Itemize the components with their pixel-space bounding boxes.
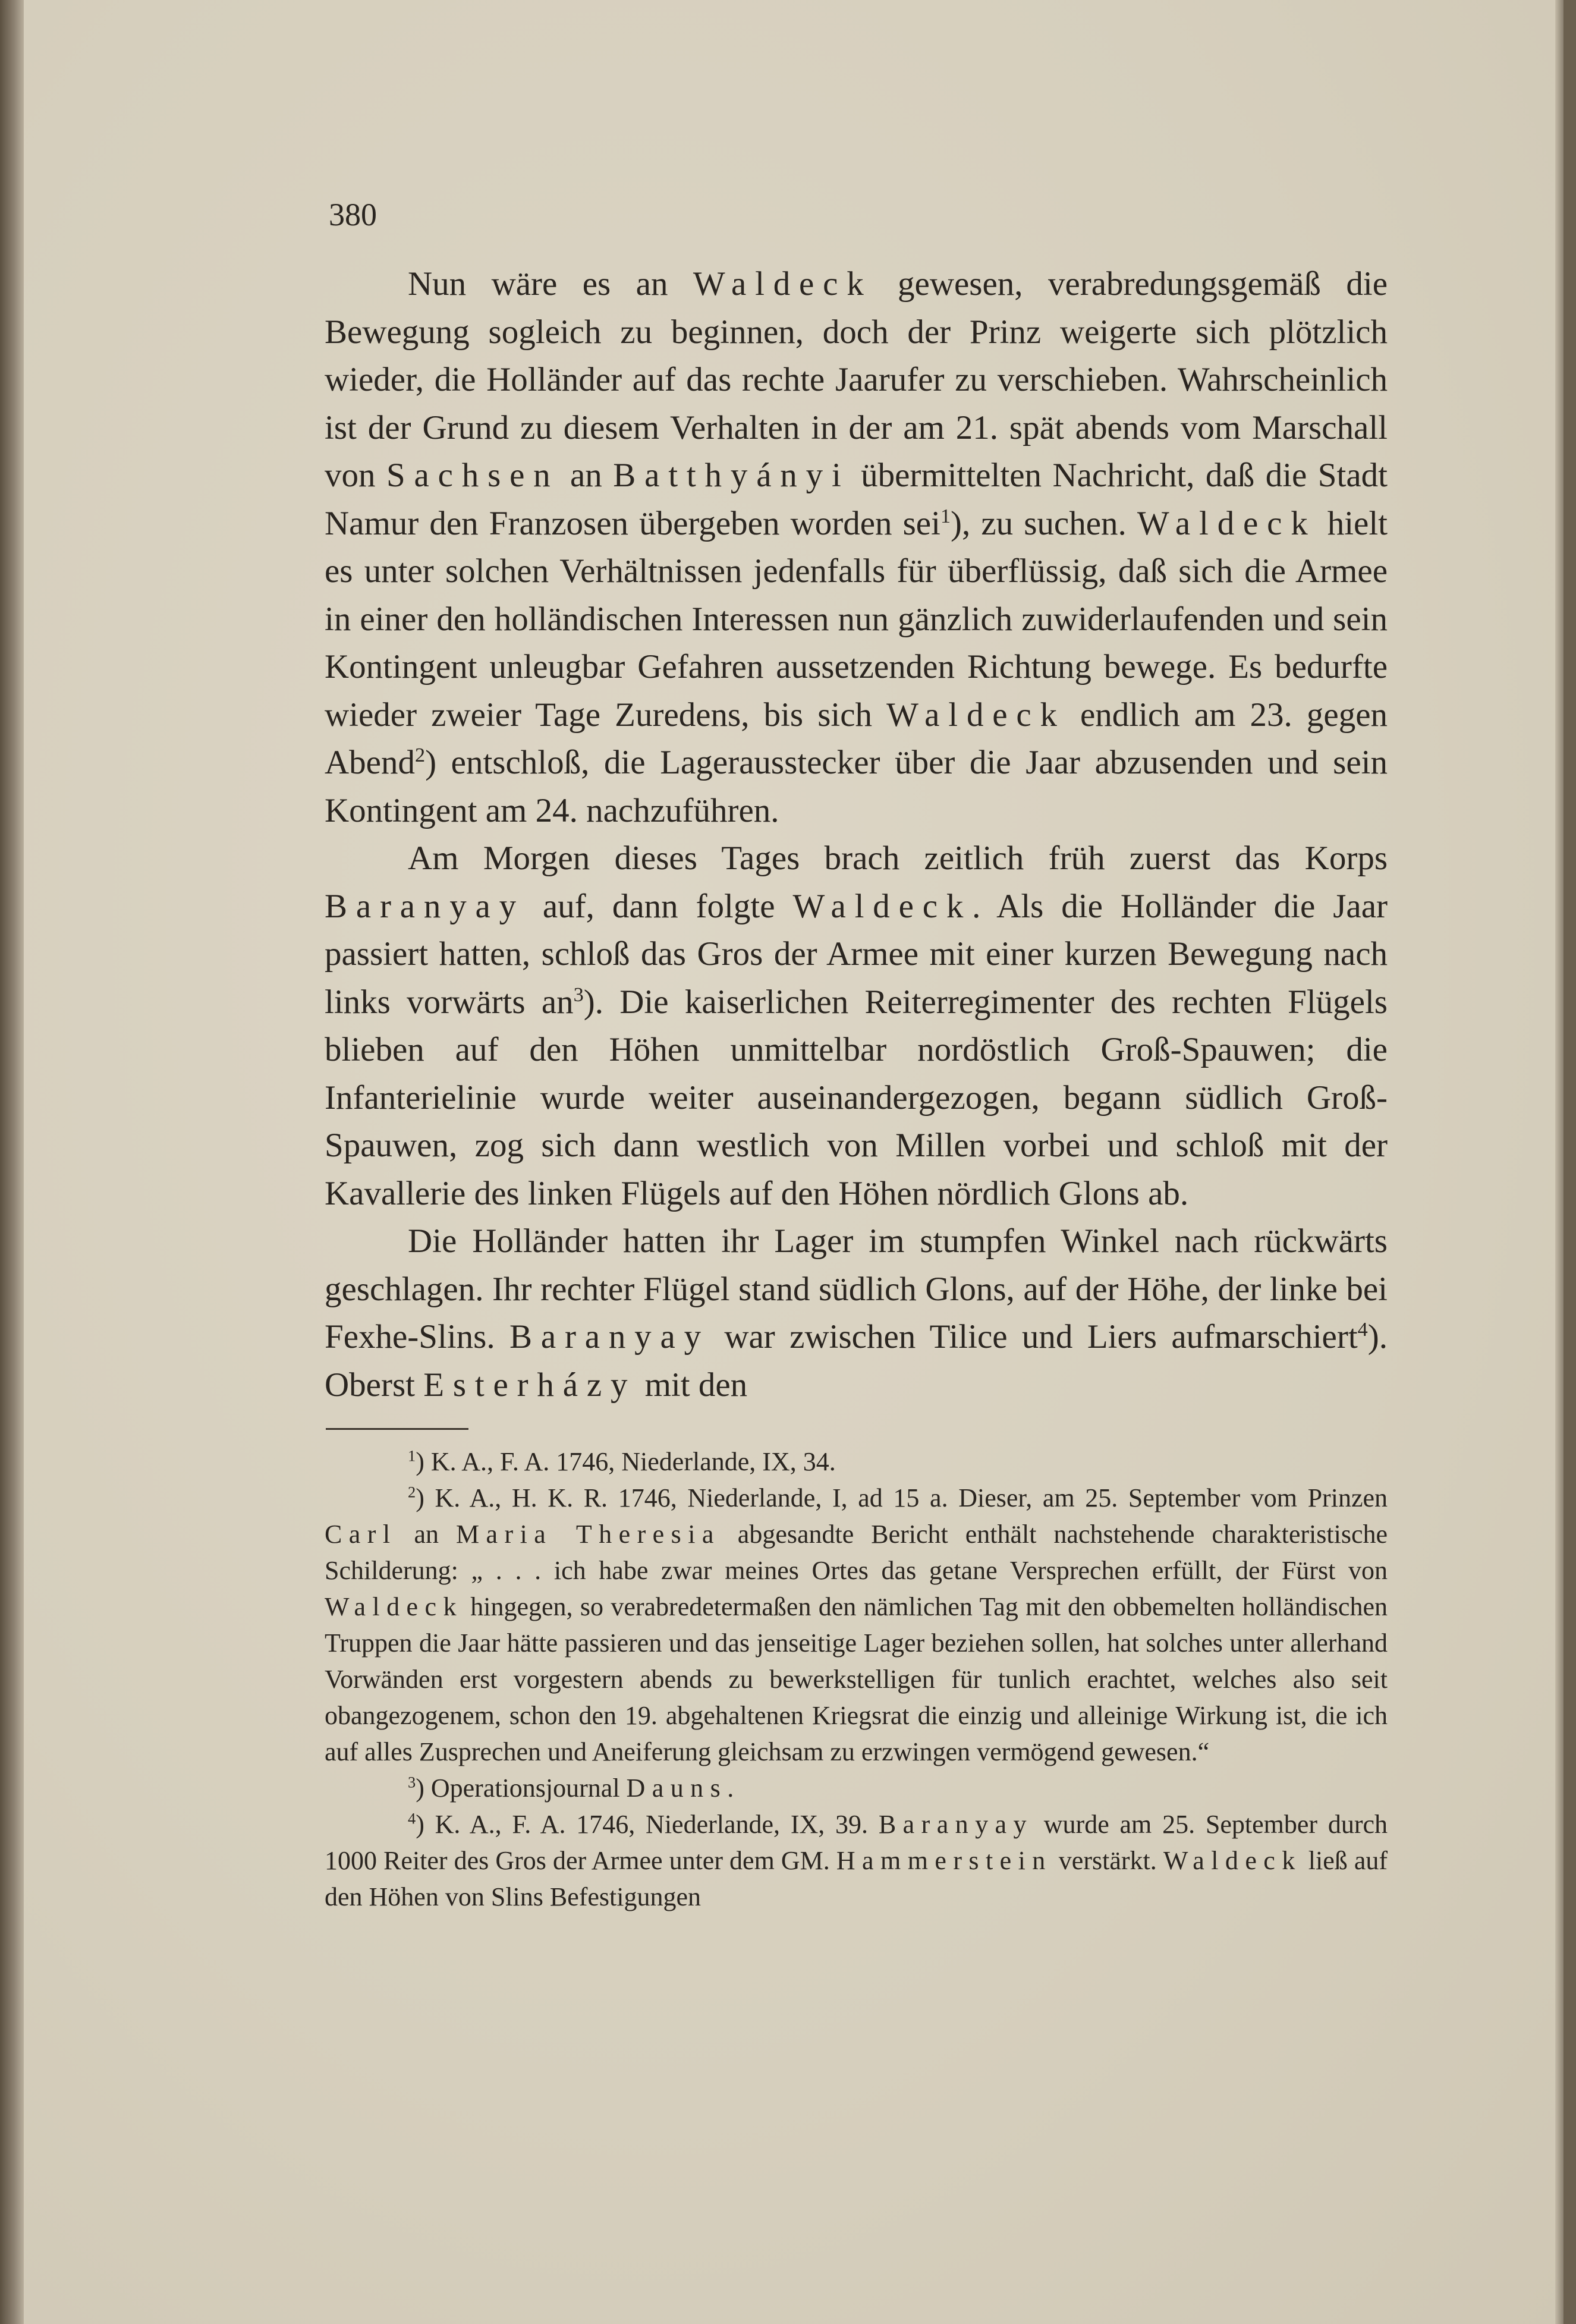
footnote-4: $^4$) K. A., F. A. 1746, Niederlande, IX, 39. Baranyay wurde am 25. September durch 1000 Reiter des Gros der Armee unter dem GM. Hammerstein verstärkt. Waldeck ließ auf den Höhen von Slins Befestigungen: [325, 1809, 1388, 1911]
paragraph-3: Die Holländer hatten ihr Lager im stumpfen Winkel nach rückwärts geschlagen. Ihr rechter Flügel stand südlich Glons, auf der Höhe, der linke bei Fexhe-Slins. Baranyay war zwischen Tilice und Liers aufmarschiert$^4$). Oberst Esterházy mit den: [325, 1222, 1388, 1404]
page-edge: [1555, 0, 1564, 2324]
page-number: 380: [329, 197, 377, 232]
footnote-ref: 2: [414, 744, 426, 766]
footnotes: [325, 1444, 1388, 1915]
body-text: [325, 260, 1388, 1409]
footnote-rule: [326, 1428, 468, 1430]
footnote-2: $^2$) K. A., H. K. R. 1746, Niederlande, I, ad 15 a. Dieser, am 25. September vom Prinzen Carl an Maria Theresia abgesandte Bericht enthält nachstehende charakteristische Schilderung: „ . . . ich habe zwar meines Ortes das getane Versprechen erfüllt, der Fürst von Waldeck hingegen, so verabredetermaßen den nämlichen Tag mit den obbemelten holländischen Truppen die Jaar hätte passieren und das jenseitige Lager beziehen sollen, hat solches unter allerhand Vorwänden erst vorgestern abends zu bewerkstelligen für tunlich erachtet, welches also seit obangezogenem, schon den 19. abgehaltenen Kriegsrat die einzig und alleinige Wirkung ist, die ich auf alles Zusprechen und Aneiferung gleichsam zu erzwingen vermögend gewesen.“: [325, 1483, 1388, 1766]
paragraph-2: Am Morgen dieses Tages brach zeitlich früh zuerst das Korps Baranyay auf, dann folgte Waldeck. Als die Holländer die Jaar passiert hatten, schloß das Gros der Armee mit einer kurzen Bewegung nach links vorwärts $an^3$). Die kaiserlichen Reiterregimenter des rechten Flügels blieben auf den Höhen unmittelbar nordöstlich Groß-Spauwen; die Infanterielinie wurde weiter auseinandergezogen, begann südlich Groß-Spauwen, zog sich dann westlich von Millen vorbei und schloß mit der Kavallerie des linken Flügels auf den Höhen nördlich Glons ab.: [325, 839, 1388, 1212]
footnote-3: $^3$) Operationsjournal Dauns.: [408, 1773, 734, 1803]
footnote-ref: 4: [1357, 1319, 1368, 1341]
footnote-1: $^1$) K. A., F. A. 1746, Niederlande, IX, 34.: [408, 1446, 836, 1476]
paragraph-1: Nun wäre es an Waldeck gewesen, verabredungsgemäß die Bewegung sogleich zu beginnen, doch der Prinz weigerte sich plötzlich wieder, die Holländer auf das rechte Jaarufer zu verschieben. Wahrscheinlich ist der Grund zu diesem Verhalten in der am 21. spät abends vom Marschall von Sachsen an Batthyányi übermittelten Nachricht, daß die Stadt Namur den Franzosen übergeben worden sei$^1$), zu suchen. Waldeck hielt es unter solchen Verhältnissen jedenfalls für überflüssig, daß sich die Armee in einer den holländischen Interessen nun gänzlich zuwiderlaufenden und sein Kontingent unleugbar Gefahren aussetzenden Richtung bewege. Es bedurfte wieder zweier Tage Zuredens, bis sich Waldeck endlich am 23. gegen Abend$^2$) entschloß, die Lagerausstecker über die Jaar abzusenden und sein Kontingent am 24. nachzuführen.: [325, 265, 1388, 829]
footnote-ref: 1: [940, 505, 951, 527]
book-binding: [0, 0, 24, 2324]
footnote-ref: 3: [573, 983, 584, 1006]
